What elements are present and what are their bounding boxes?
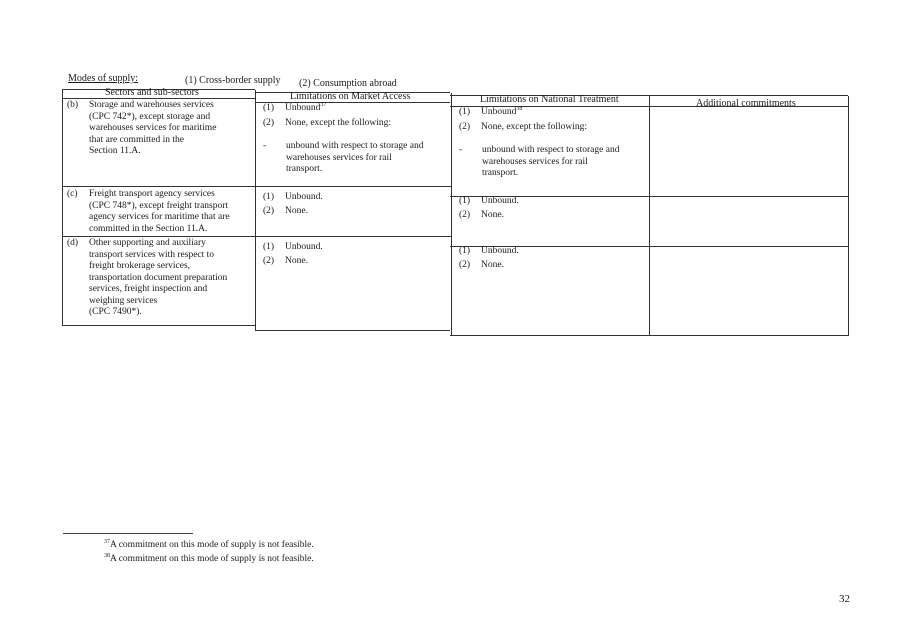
row-b-letter: (b) (67, 100, 79, 110)
row-separator-2 (62, 236, 452, 237)
header-market-access: Limitations on Market Access (290, 91, 411, 102)
footnote-text: A commitment on this mode of supply is not feasible. (110, 554, 314, 564)
ma-mode2-text: None, except the following: (285, 117, 392, 128)
footnote-mark: 38 (104, 553, 110, 559)
modes-of-supply (68, 73, 138, 85)
ma-mode1-text: Unbound. (285, 192, 323, 202)
footnote-37 (104, 540, 314, 552)
nt-mode1-text: Unbound (481, 107, 517, 117)
ma-mode1-text: Unbound. (285, 242, 323, 252)
sector-line: agency services for maritime that are (89, 212, 230, 222)
row-b-national-treatment (459, 107, 619, 180)
ma-dash-line: transport. (286, 164, 323, 174)
table-bottom-border-2 (255, 330, 450, 331)
sector-line: services, freight inspection and (89, 284, 208, 294)
dash-bullet: - (263, 141, 267, 151)
dash-bullet: - (459, 145, 463, 155)
row-separator-1 (62, 186, 452, 187)
mode-1-label: (1) Cross-border supply (185, 75, 281, 86)
nt-mode2-text: None, except the following: (481, 121, 588, 132)
mode-2-label: (2) Consumption abroad (299, 78, 397, 89)
mode-number: (1) (263, 192, 275, 202)
sector-line: transportation document preparation (89, 272, 228, 283)
mode-number: (2) (459, 121, 471, 132)
footnote-ref-37[interactable]: 37 (320, 102, 327, 108)
sector-line: (CPC 742*), except storage and (89, 111, 211, 122)
nt-mode1-text: Unbound. (481, 196, 519, 206)
row-b-market-access (263, 103, 423, 176)
nt-dash-line: unbound with respect to storage and (482, 145, 620, 155)
ma-mode1-text: Unbound (285, 103, 321, 113)
row-d-market-access (263, 242, 323, 267)
nt-mode1-text: Unbound. (481, 246, 519, 256)
footnote-mark: 37 (104, 539, 110, 545)
mode-number: (1) (459, 196, 471, 206)
row-c-market-access (263, 192, 323, 217)
footnote-text: A commitment on this mode of supply is not feasible. (110, 540, 314, 550)
mode-number: (2) (459, 259, 471, 270)
modes-label: Modes of supply: (68, 73, 138, 84)
footnote-rule (63, 533, 193, 534)
header-additional-commitments: Additional commitments (696, 98, 796, 109)
ma-dash-line: warehouses services for rail (286, 152, 392, 163)
row-c-sector (89, 189, 230, 235)
sector-line: freight brokerage services, (89, 261, 191, 271)
col-border-3 (649, 96, 650, 336)
table-bottom-border (62, 325, 255, 326)
header-sectors: Sectors and sub-sectors (105, 87, 199, 98)
page-number: 32 (839, 593, 850, 605)
ma-mode2-text: None. (285, 255, 308, 266)
nt-dash-line: transport. (482, 168, 519, 178)
row-d-national-treatment (459, 246, 519, 271)
sector-line: transport services with respect to (89, 249, 215, 260)
col-border-left (62, 89, 63, 326)
row-c-national-treatment (459, 196, 519, 221)
sector-line: committed in the Section 11.A. (89, 223, 208, 234)
mode-number: (1) (459, 246, 471, 256)
footnote-ref-38[interactable]: 38 (516, 106, 523, 112)
mode-number: (2) (263, 255, 275, 266)
nt-dash-line: warehouses services for rail (482, 156, 588, 167)
mode-number: (1) (263, 103, 275, 113)
ma-mode2-text: None. (285, 205, 308, 216)
col-border-2 (451, 93, 452, 335)
nt-mode2-text: None. (481, 259, 504, 270)
header-national-treatment: Limitations on National Treatment (480, 94, 619, 105)
sector-line: Section 11.A. (89, 146, 141, 156)
mode-number: (2) (263, 205, 275, 216)
row-d-sector (89, 238, 227, 319)
footnote-38 (104, 554, 314, 566)
sector-line: that are committed in the (89, 134, 184, 145)
mode-number: (1) (263, 242, 275, 252)
row-b-sector (89, 100, 216, 158)
sector-line: Freight transport agency services (89, 189, 215, 199)
mode-number: (2) (263, 117, 275, 128)
sector-line: (CPC 748*), except freight transport (89, 200, 229, 211)
ma-dash-line: unbound with respect to storage and (286, 141, 424, 151)
mode-number: (1) (459, 107, 471, 117)
row-d-letter: (d) (67, 238, 79, 248)
sector-line: warehouses services for maritime (89, 123, 217, 133)
col-border-right (848, 96, 849, 336)
mode-number: (2) (459, 209, 471, 220)
sector-line: Other supporting and auxiliary (89, 238, 206, 248)
col-border-1 (255, 90, 256, 330)
sector-line: Storage and warehouses services (89, 100, 214, 110)
sector-line: (CPC 7490*). (89, 307, 142, 317)
sector-line: weighing services (89, 295, 158, 306)
row-c-letter: (c) (67, 189, 78, 199)
nt-mode2-text: None. (481, 209, 504, 220)
